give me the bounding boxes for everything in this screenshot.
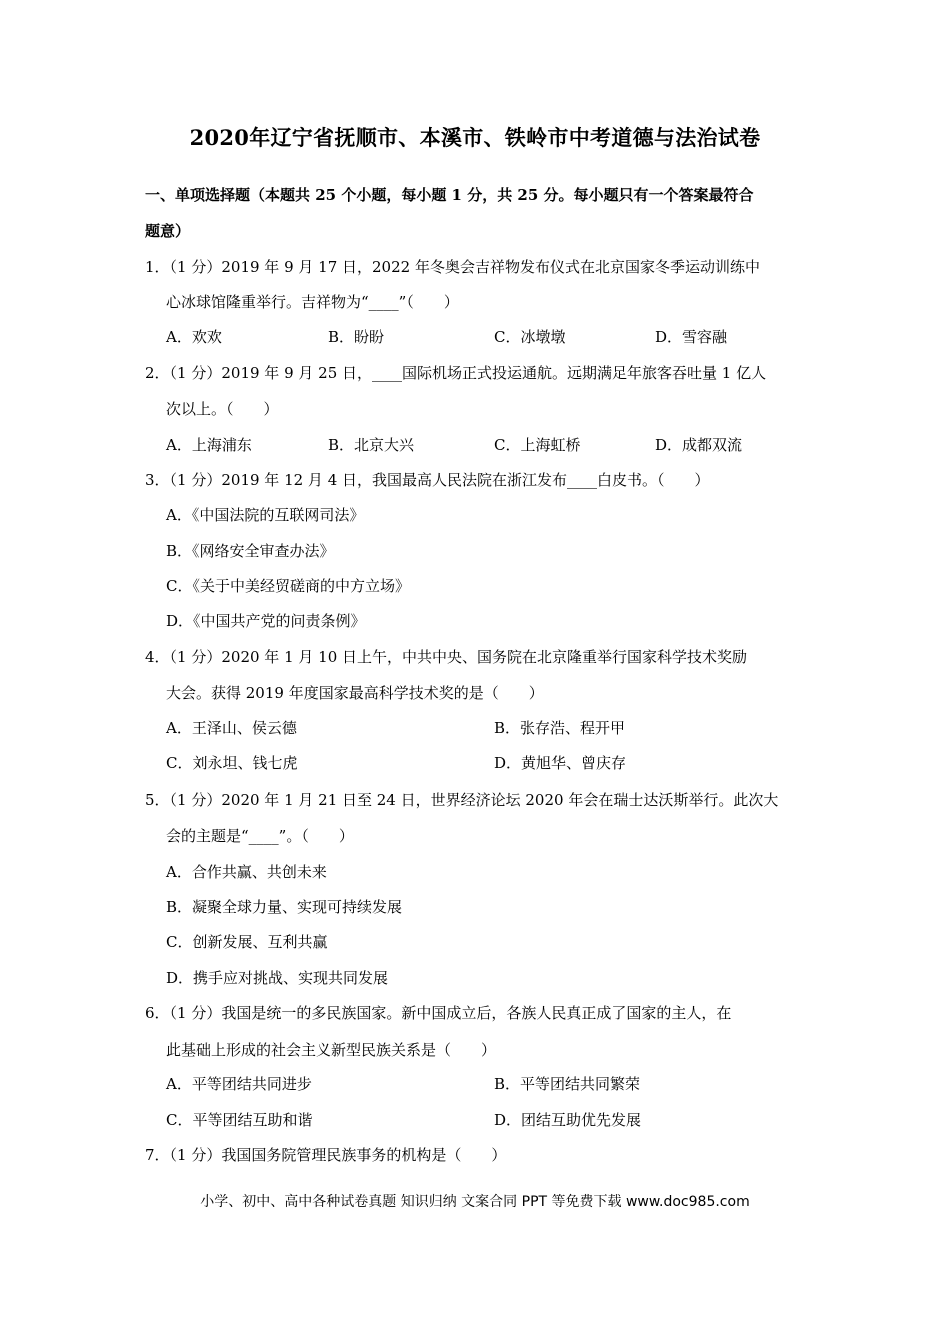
question-4-cont: 大会。获得 2019 年度国家最高科学技术奖的是（ ） — [166, 684, 544, 702]
question-1-cont: 心冰球馆隆重举行。吉祥物为“____”（ ） — [166, 293, 459, 311]
footer-ad-text: 小学、初中、高中各种试卷真题 知识归纳 文案合同 PPT 等免费下载 www.doc985.com — [200, 1194, 750, 1210]
q5-option-a: A．合作共赢、共创未来 — [166, 863, 327, 881]
question-5-cont: 会的主题是“____”。（ ） — [166, 827, 354, 845]
question-4: 4．（1 分）2020 年 1 月 10 日上午，中共中央、国务院在北京隆重举行国家科学技术奖励 — [145, 648, 748, 666]
q4-option-b: B．张存浩、程开甲 — [494, 719, 626, 737]
q4-option-c: C．刘永坦、钱七虎 — [166, 754, 298, 772]
question-5: 5．（1 分）2020 年 1 月 21 日至 24 日，世界经济论坛 2020 年会在瑞士达沃斯举行。此次大 — [145, 791, 779, 809]
q2-option-c: C．上海虹桥 — [494, 436, 581, 454]
question-2-cont: 次以上。（ ） — [166, 400, 279, 418]
q5-option-d: D．携手应对挑战、实现共同发展 — [166, 969, 389, 987]
q4-option-d: D．黄旭华、曾庆存 — [494, 754, 627, 772]
q3-option-b: B．《网络安全审查办法》 — [166, 542, 335, 560]
question-3: 3．（1 分）2019 年 12 月 4 日，我国最高人民法院在浙江发布____白皮书。（ ） — [145, 471, 710, 489]
q1-option-c: C．冰墩墩 — [494, 328, 566, 346]
q6-option-c: C．平等团结互助和谐 — [166, 1111, 313, 1129]
q2-option-b: B．北京大兴 — [328, 436, 415, 454]
question-7: 7．（1 分）我国国务院管理民族事务的机构是（ ） — [145, 1146, 507, 1164]
q3-option-a: A．《中国法院的互联网司法》 — [166, 506, 365, 524]
q5-option-c: C．创新发展、互利共赢 — [166, 933, 328, 951]
question-6-cont: 此基础上形成的社会主义新型民族关系是（ ） — [166, 1041, 497, 1059]
section-heading-cont: 题意） — [145, 222, 191, 240]
question-6: 6．（1 分）我国是统一的多民族国家。新中国成立后，各族人民真正成了国家的主人，在 — [145, 1004, 732, 1022]
q5-option-b: B．凝聚全球力量、实现可持续发展 — [166, 898, 403, 916]
q3-option-c: C．《关于中美经贸磋商的中方立场》 — [166, 577, 410, 595]
section-heading: 一、单项选择题（本题共 25 个小题，每小题 1 分，共 25 分。每小题只有一个答案最符合 — [145, 186, 754, 204]
question-1: 1．（1 分）2019 年 9 月 17 日，2022 年冬奥会吉祥物发布仪式在北京国家冬季运动训练中 — [145, 258, 760, 276]
q6-option-a: A．平等团结共同进步 — [166, 1075, 312, 1093]
q6-option-d: D．团结互助优先发展 — [494, 1111, 642, 1129]
q1-option-b: B．盼盼 — [328, 328, 385, 346]
q6-option-b: B．平等团结共同繁荣 — [494, 1075, 641, 1093]
q1-option-a: A．欢欢 — [166, 328, 222, 346]
q3-option-d: D．《中国共产党的问责条例》 — [166, 612, 366, 630]
question-2: 2．（1 分）2019 年 9 月 25 日，____国际机场正式投运通航。远期满足年旅客吞吐量 1 亿人 — [145, 364, 767, 382]
q4-option-a: A．王泽山、侯云德 — [166, 719, 297, 737]
q2-option-d: D．成都双流 — [655, 436, 743, 454]
q2-option-a: A．上海浦东 — [166, 436, 252, 454]
q1-option-d: D．雪容融 — [655, 328, 728, 346]
page-title: 2020年辽宁省抚顺市、本溪市、铁岭市中考道德与法治试卷 — [189, 125, 761, 150]
